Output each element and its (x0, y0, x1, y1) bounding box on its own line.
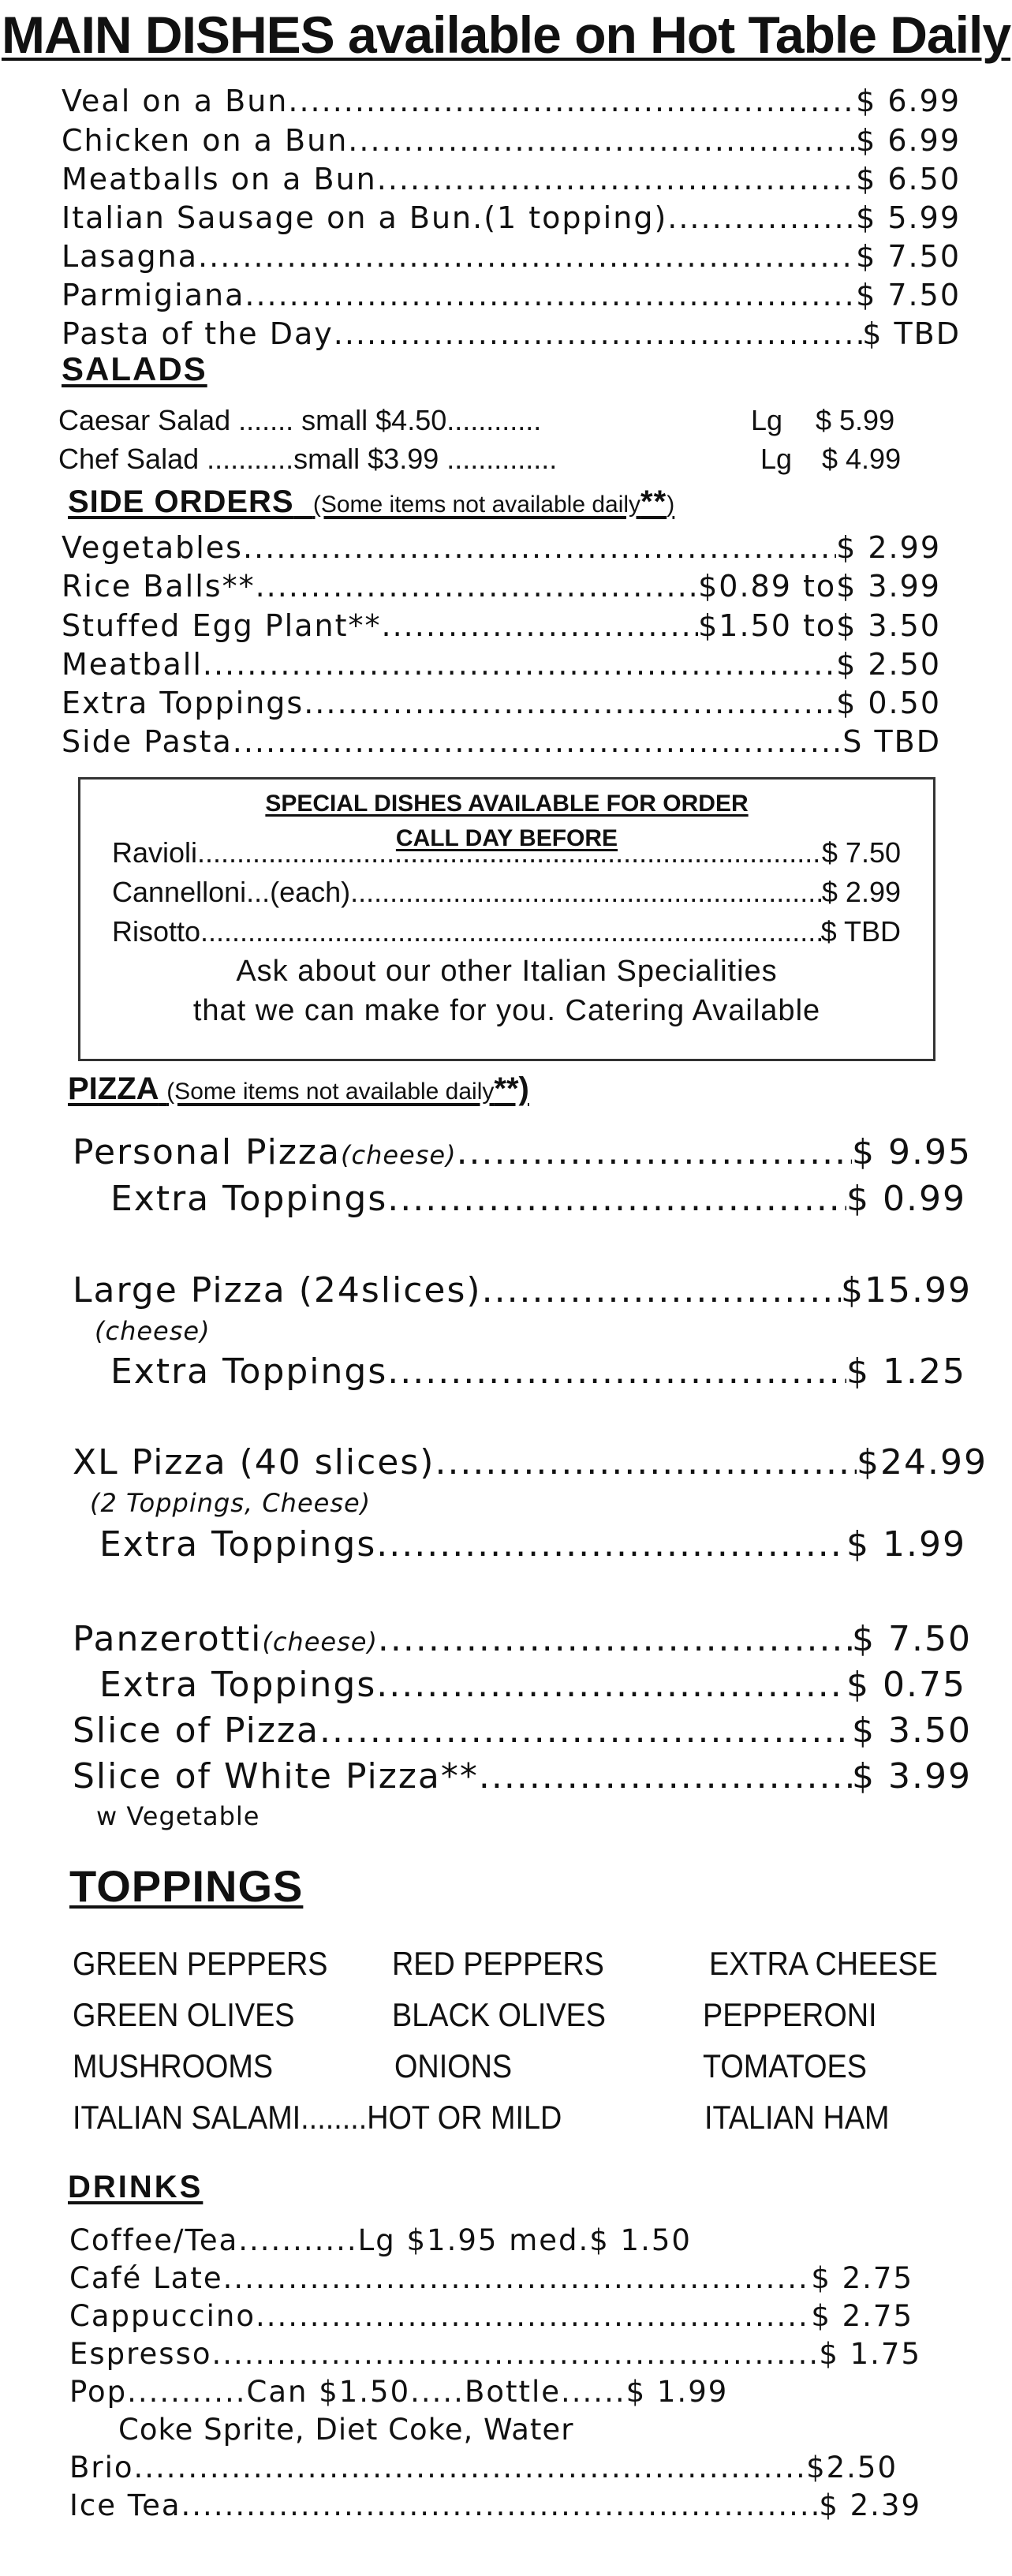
item-price: $1.50 to$ 3.50 (698, 608, 941, 643)
leader-dots (350, 876, 822, 909)
pop-flavors-note: Coke Sprite, Diet Coke, Water (118, 2413, 574, 2447)
note-close: ) (667, 492, 675, 518)
topping-item: GREEN PEPPERS (73, 1945, 328, 1982)
menu-item (62, 608, 941, 648)
special-dishes-box (78, 777, 935, 1061)
size-label: Lg (760, 443, 793, 475)
menu-item (62, 84, 961, 123)
item-price: S TBD (842, 724, 941, 759)
item-name: Parmigiana (62, 278, 245, 312)
leader-dots (198, 239, 856, 274)
leader-dots (288, 84, 856, 118)
special-note: that we can make for you. Catering Available (192, 994, 821, 1027)
menu-item (73, 1270, 972, 1316)
menu-item (69, 2375, 913, 2413)
menu-item (69, 2299, 913, 2337)
leader-dots (667, 200, 856, 235)
item-name: Veal on a Bun (62, 84, 289, 118)
item-name: Meatball (62, 647, 203, 682)
menu-item (62, 200, 961, 240)
special-item (112, 876, 901, 912)
salad-item (58, 443, 942, 480)
drinks-title: DRINKS (68, 2170, 204, 2204)
topping-item: GREEN OLIVES (73, 1996, 295, 2033)
item-price: $ 4.99 (822, 443, 902, 475)
leader-dots (197, 836, 822, 869)
item-name: Panzerotti (73, 1619, 263, 1659)
item-price: $ 3.50 (852, 1710, 972, 1751)
item-name: Stuffed Egg Plant** (62, 608, 382, 643)
item-name: Extra Toppings (110, 1352, 388, 1392)
topping-item: ONIONS (394, 2047, 513, 2084)
leader-dots (378, 1619, 852, 1659)
item-name: Meatballs on a Bun (62, 162, 377, 196)
item-price: $ 6.50 (856, 162, 961, 196)
item-name: Rice Balls** (62, 569, 256, 604)
menu-item (62, 530, 941, 570)
item-name: Slice of Pizza (73, 1710, 319, 1751)
menu-item (69, 2223, 913, 2261)
leader-dots (256, 2299, 811, 2333)
menu-item (62, 724, 941, 764)
item-name: Personal Pizza (73, 1132, 341, 1172)
topping-item: ITALIAN SALAMI........HOT OR MILD (73, 2099, 562, 2136)
note-mark: **) (494, 1071, 529, 1106)
item-price: $24.99 (857, 1442, 988, 1482)
menu-item (73, 1132, 972, 1178)
menu-item (62, 647, 941, 686)
item-name: Large Pizza (24slices) (73, 1270, 482, 1310)
special-heading: SPECIAL DISHES AVAILABLE FOR ORDER (265, 791, 749, 817)
leader-dots (134, 2451, 807, 2484)
item-price: $ 1.99 (846, 1524, 966, 1565)
leader-dots (256, 569, 699, 604)
salads-title: SALADS (62, 350, 207, 387)
special-subheading: CALL DAY BEFORE (395, 825, 618, 851)
leader-dots (387, 1352, 846, 1392)
leader-dots (223, 2261, 812, 2295)
leader-dots (334, 316, 862, 351)
item-name: Extra Toppings (99, 1524, 377, 1565)
menu-item (69, 2488, 921, 2526)
menu-item (62, 686, 941, 725)
menu-item (69, 2337, 921, 2375)
availability-note: (Some items not available daily (312, 492, 641, 518)
item-price: $ 2.99 (821, 876, 901, 908)
item-price: $ 7.50 (821, 836, 901, 869)
item-price: $15.99 (841, 1270, 972, 1310)
item-name: XL Pizza (40 slices) (73, 1442, 435, 1482)
pizza-title (68, 1071, 529, 1107)
item-name: Ice Tea (69, 2488, 181, 2522)
item-price: $ TBD (820, 915, 901, 948)
topping-item: EXTRA CHEESE (709, 1945, 938, 1982)
item-note: (2 Toppings, Cheese) (90, 1488, 372, 1518)
leader-dots (382, 608, 699, 643)
leader-dots (435, 1442, 857, 1482)
item-price: $ 0.75 (846, 1665, 966, 1705)
leader-dots (212, 2337, 820, 2371)
item-price: $2.50 (806, 2451, 898, 2484)
menu-item (73, 1756, 972, 1802)
menu-item (73, 1710, 972, 1756)
availability-note: (Some items not available daily (166, 1079, 495, 1105)
topping-item: PEPPERONI (703, 1996, 877, 2033)
item-name: Pasta of the Day (62, 316, 334, 351)
item-price: $ 9.95 (852, 1132, 972, 1172)
item-name: Risotto (112, 915, 201, 948)
item-price: $ 7.50 (856, 239, 961, 274)
topping-item: BLACK OLIVES (392, 1996, 607, 2033)
leader-dots (200, 915, 821, 948)
item-price: $0.89 to$ 3.99 (698, 569, 941, 604)
item-price: $ 2.75 (811, 2261, 913, 2295)
item-name: Pop...........Can $1.50.....Bottle...... (69, 2375, 626, 2409)
item-price: $ 1.75 (819, 2337, 921, 2371)
item-name: Chicken on a Bun (62, 123, 349, 158)
topping-item: TOMATOES (703, 2047, 867, 2084)
topping-item: RED PEPPERS (392, 1945, 604, 1982)
menu-item (110, 1179, 966, 1224)
side-orders-title (68, 484, 674, 520)
item-price: $ 1.25 (846, 1352, 966, 1392)
item-name: Coffee/Tea...........Lg $1.95 med. (69, 2223, 590, 2257)
item-name: Side Pasta (62, 724, 233, 759)
leader-dots (376, 1665, 846, 1705)
menu-item (62, 123, 961, 163)
item-name: Ravioli (112, 836, 198, 869)
item-note: w Vegetable (96, 1801, 260, 1831)
special-item (112, 915, 901, 952)
item-name: Extra Toppings (62, 686, 304, 720)
menu-item (62, 569, 941, 608)
item-price: $ 5.99 (816, 404, 895, 436)
item-name: Slice of White Pizza** (73, 1756, 479, 1796)
special-note: Ask about our other Italian Specialities (236, 955, 778, 988)
item-note: (cheese) (262, 1627, 378, 1657)
item-price: $ 0.99 (846, 1179, 966, 1219)
item-name: Caesar Salad ....... small $4.50............ (58, 404, 542, 436)
leader-dots (482, 1270, 841, 1310)
menu-item (73, 1442, 988, 1488)
item-note: (cheese) (340, 1140, 457, 1170)
leader-dots (203, 647, 825, 682)
menu-item (99, 1524, 966, 1570)
section-label: SIDE ORDERS (68, 484, 294, 519)
menu-item (69, 2451, 898, 2488)
special-item (112, 836, 901, 873)
salad-item (58, 404, 942, 442)
toppings-title: TOPPINGS (69, 1861, 304, 1911)
item-price: $ 1.99 (625, 2375, 729, 2409)
item-price: $ 2.99 (836, 530, 941, 565)
item-price: $ 5.99 (856, 200, 961, 235)
leader-dots (243, 530, 836, 565)
item-price: $ 6.99 (856, 123, 961, 158)
menu-item (69, 2261, 913, 2299)
item-price: .$ 0.50 (825, 686, 941, 720)
main-dishes-title: MAIN DISHES available on Hot Table Daily (1, 6, 1011, 64)
item-name: Brio (69, 2451, 134, 2484)
leader-dots (377, 162, 856, 196)
leader-dots (245, 278, 856, 312)
leader-dots (304, 686, 825, 720)
leader-dots (387, 1179, 846, 1219)
item-name: Chef Salad ...........small $3.99 .............. (58, 443, 558, 475)
item-price: $ 1.50 (589, 2223, 692, 2257)
leader-dots (181, 2488, 820, 2522)
note-mark: ** (640, 484, 667, 519)
menu-item (62, 162, 961, 201)
item-price: $ 7.50 (852, 1619, 972, 1659)
item-price: $ 7.50 (856, 278, 961, 312)
topping-item: ITALIAN HAM (704, 2099, 890, 2136)
menu-item (62, 239, 961, 279)
menu-item (73, 1619, 972, 1665)
item-name: Cannelloni...(each) (112, 876, 351, 908)
topping-item: MUSHROOMS (73, 2047, 274, 2084)
item-name: Café Late (69, 2261, 223, 2295)
leader-dots (348, 123, 856, 158)
item-name: Extra Toppings (110, 1179, 388, 1219)
item-price: $ 6.99 (856, 84, 961, 118)
item-price: .$ 2.50 (825, 647, 941, 682)
leader-dots (479, 1756, 852, 1796)
leader-dots (457, 1132, 852, 1172)
item-name: Lasagna (62, 239, 199, 274)
menu-item (62, 278, 961, 317)
item-price: $ 2.39 (819, 2488, 921, 2522)
item-price: $ TBD (862, 316, 961, 351)
item-name: Espresso (69, 2337, 212, 2371)
item-note: (cheese) (95, 1316, 211, 1346)
leader-dots (376, 1524, 846, 1565)
section-label: PIZZA (68, 1071, 159, 1106)
item-name: Cappuccino (69, 2299, 256, 2333)
menu-item (110, 1352, 966, 1397)
menu-item (99, 1665, 966, 1710)
item-name: Extra Toppings (99, 1665, 377, 1705)
item-price: $ 2.75 (811, 2299, 913, 2333)
leader-dots (233, 724, 843, 759)
leader-dots (319, 1710, 852, 1751)
item-name: Italian Sausage on a Bun.(1 topping) (62, 200, 668, 235)
size-label: Lg (751, 404, 783, 436)
item-price: $ 3.99 (852, 1756, 972, 1796)
item-name: Vegetables (62, 530, 243, 565)
